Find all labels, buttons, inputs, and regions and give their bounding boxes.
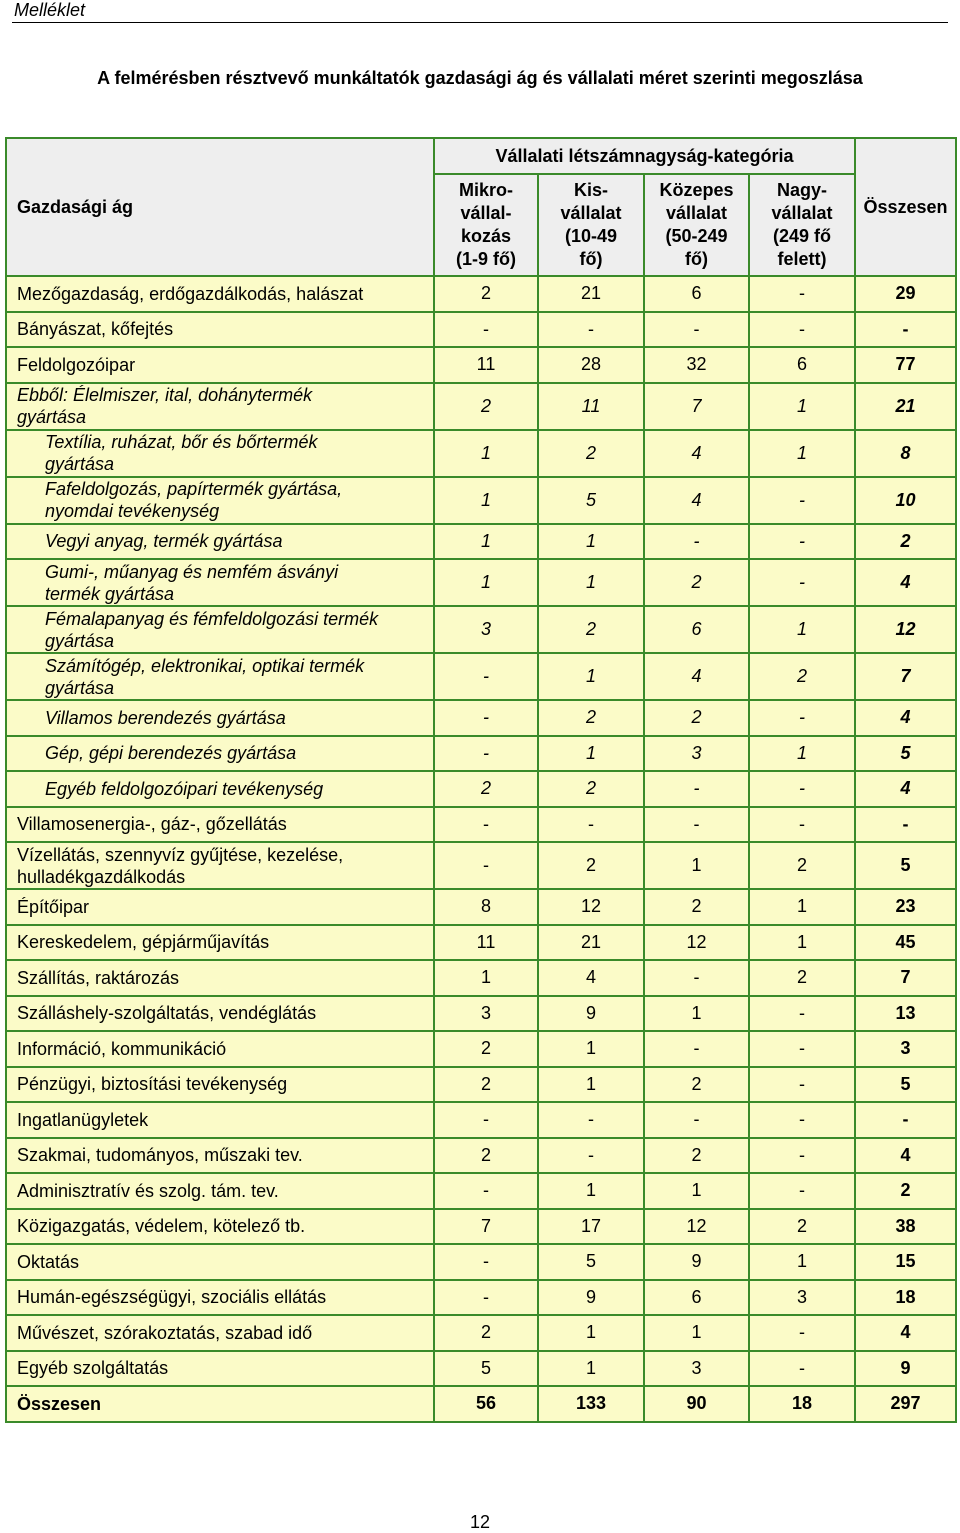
table-cell: 1 — [434, 524, 538, 560]
table-cell: - — [538, 1102, 644, 1138]
row-label: Építőipar — [6, 889, 434, 925]
table-row — [6, 700, 956, 736]
table-cell: 1 — [538, 1067, 644, 1103]
table-cell: 4 — [644, 477, 749, 524]
table-cell: 18 — [749, 1386, 855, 1422]
table-cell: 2 — [538, 700, 644, 736]
table-cell: 2 — [434, 383, 538, 430]
table-cell: 1 — [538, 1315, 644, 1351]
table-cell: - — [644, 807, 749, 843]
row-total: 297 — [855, 1386, 956, 1422]
table-cell: - — [749, 1102, 855, 1138]
row-total: 7 — [855, 653, 956, 700]
row-total: - — [855, 312, 956, 348]
table-cell: 9 — [538, 996, 644, 1032]
table-row — [6, 430, 956, 477]
table-cell: - — [749, 1138, 855, 1174]
row-total: 21 — [855, 383, 956, 430]
table-row — [6, 1031, 956, 1067]
table-cell: - — [644, 960, 749, 996]
table-cell: - — [749, 700, 855, 736]
table-cell: 3 — [749, 1280, 855, 1316]
row-label: Információ, kommunikáció — [6, 1031, 434, 1067]
column-header-sector: Gazdasági ág — [6, 138, 434, 276]
row-total: - — [855, 807, 956, 843]
table-cell: 8 — [434, 889, 538, 925]
distribution-table — [5, 137, 957, 1423]
table-cell: - — [749, 1351, 855, 1387]
table-cell: 5 — [434, 1351, 538, 1387]
table-cell: 5 — [538, 1244, 644, 1280]
row-total: 4 — [855, 1138, 956, 1174]
table-cell: 3 — [434, 606, 538, 653]
row-total: 77 — [855, 347, 956, 383]
table-cell: 1 — [749, 383, 855, 430]
row-label: Kereskedelem, gépjárműjavítás — [6, 925, 434, 961]
table-cell: 11 — [538, 383, 644, 430]
table-cell: - — [434, 736, 538, 772]
table-cell: 32 — [644, 347, 749, 383]
page-header-label: Melléklet — [14, 0, 86, 20]
row-label: Fafeldolgozás, papírtermék gyártása, nyomdai tevékenység — [6, 477, 434, 524]
table-cell: 1 — [434, 477, 538, 524]
table-row — [6, 842, 956, 889]
table-cell: 6 — [644, 276, 749, 312]
row-total: 4 — [855, 700, 956, 736]
table-cell: 1 — [644, 1315, 749, 1351]
table-cell: - — [749, 524, 855, 560]
table-cell: - — [434, 312, 538, 348]
row-label: Gumi-, műanyag és nemfém ásványi termék gyártása — [6, 559, 434, 606]
table-cell: 2 — [538, 842, 644, 889]
table-cell: 133 — [538, 1386, 644, 1422]
row-label: Ebből: Élelmiszer, ital, dohánytermék gyártása — [6, 383, 434, 430]
table-cell: 2 — [434, 276, 538, 312]
table-cell: 1 — [538, 559, 644, 606]
table-cell: - — [749, 807, 855, 843]
table-cell: - — [434, 1173, 538, 1209]
table-cell: 2 — [749, 1209, 855, 1245]
table-row — [6, 1315, 956, 1351]
table-cell: 1 — [749, 925, 855, 961]
table-cell: 2 — [434, 1315, 538, 1351]
table-cell: 4 — [538, 960, 644, 996]
table-cell: 2 — [644, 1138, 749, 1174]
row-label: Adminisztratív és szolg. tám. tev. — [6, 1173, 434, 1209]
table-cell: 1 — [538, 1351, 644, 1387]
row-label: Bányászat, kőfejtés — [6, 312, 434, 348]
table-cell: 2 — [538, 430, 644, 477]
table-row — [6, 276, 956, 312]
table-cell: - — [434, 1280, 538, 1316]
row-label: Számítógép, elektronikai, optikai termék gyártása — [6, 653, 434, 700]
row-label: Szálláshely-szolgáltatás, vendéglátás — [6, 996, 434, 1032]
row-total: 5 — [855, 842, 956, 889]
table-cell: 11 — [434, 347, 538, 383]
table-cell: 1 — [644, 1173, 749, 1209]
table-cell: 1 — [749, 889, 855, 925]
row-total: 23 — [855, 889, 956, 925]
table-cell: - — [749, 1067, 855, 1103]
table-row — [6, 1209, 956, 1245]
table-cell: 28 — [538, 347, 644, 383]
table-cell: 2 — [538, 606, 644, 653]
table-cell: 2 — [644, 1067, 749, 1103]
column-header-total: Összesen — [855, 138, 956, 276]
table-cell: - — [434, 1244, 538, 1280]
table-cell: 3 — [644, 1351, 749, 1387]
page-number: 12 — [469, 1512, 491, 1532]
table-row — [6, 1386, 956, 1422]
table-cell: 6 — [749, 347, 855, 383]
row-total: 4 — [855, 771, 956, 807]
row-label: Ingatlanügyletek — [6, 1102, 434, 1138]
row-label: Villamosenergia-, gáz-, gőzellátás — [6, 807, 434, 843]
table-cell: 2 — [644, 559, 749, 606]
table-cell: 2 — [434, 1138, 538, 1174]
column-header-size-category: Vállalati létszámnagyság-kategória — [434, 138, 855, 174]
row-label: Oktatás — [6, 1244, 434, 1280]
table-cell: 3 — [644, 736, 749, 772]
table-cell: 4 — [644, 430, 749, 477]
row-label: Mezőgazdaság, erdőgazdálkodás, halászat — [6, 276, 434, 312]
table-cell: 1 — [538, 524, 644, 560]
table-cell: - — [538, 807, 644, 843]
header-row-category — [6, 138, 956, 174]
table-cell: 1 — [538, 1031, 644, 1067]
table-row — [6, 1244, 956, 1280]
table-cell: 1 — [644, 996, 749, 1032]
row-label: Fémalapanyag és fémfeldolgozási termék gyártása — [6, 606, 434, 653]
table-cell: - — [749, 559, 855, 606]
table-cell: 2 — [644, 889, 749, 925]
row-total: 8 — [855, 430, 956, 477]
column-header-small: Kis- vállalat (10-49 fő) — [538, 174, 644, 276]
row-label: Feldolgozóipar — [6, 347, 434, 383]
row-label: Szakmai, tudományos, műszaki tev. — [6, 1138, 434, 1174]
table-cell: 7 — [434, 1209, 538, 1245]
row-label: Vízellátás, szennyvíz gyűjtése, kezelése, hulladékgazdálkodás — [6, 842, 434, 889]
row-total: 45 — [855, 925, 956, 961]
table-cell: - — [749, 1031, 855, 1067]
row-label: Villamos berendezés gyártása — [6, 700, 434, 736]
table-cell: - — [434, 700, 538, 736]
table-cell: 2 — [749, 653, 855, 700]
table-row — [6, 996, 956, 1032]
row-label: Művészet, szórakoztatás, szabad idő — [6, 1315, 434, 1351]
table-cell: - — [749, 276, 855, 312]
table-cell: 2 — [538, 771, 644, 807]
table-cell: 2 — [749, 960, 855, 996]
table-cell: 1 — [749, 1244, 855, 1280]
row-total: 2 — [855, 1173, 956, 1209]
row-label: Egyéb feldolgozóipari tevékenység — [6, 771, 434, 807]
table-cell: 90 — [644, 1386, 749, 1422]
row-total: 4 — [855, 1315, 956, 1351]
table-cell: - — [434, 842, 538, 889]
table-cell: - — [434, 653, 538, 700]
table-cell: - — [644, 1031, 749, 1067]
table-row — [6, 347, 956, 383]
table-cell: - — [644, 1102, 749, 1138]
table-cell: - — [749, 1315, 855, 1351]
table-cell: - — [749, 996, 855, 1032]
row-label: Humán-egészségügyi, szociális ellátás — [6, 1280, 434, 1316]
table-cell: 12 — [538, 889, 644, 925]
table-cell: 1 — [434, 430, 538, 477]
table-cell: 6 — [644, 606, 749, 653]
row-total: 5 — [855, 1067, 956, 1103]
table-row — [6, 925, 956, 961]
row-total: 2 — [855, 524, 956, 560]
column-header-micro: Mikro- vállal- kozás (1-9 fő) — [434, 174, 538, 276]
row-total: - — [855, 1102, 956, 1138]
row-total: 7 — [855, 960, 956, 996]
row-label: Vegyi anyag, termék gyártása — [6, 524, 434, 560]
table-cell: 17 — [538, 1209, 644, 1245]
table-row — [6, 606, 956, 653]
row-label: Pénzügyi, biztosítási tevékenység — [6, 1067, 434, 1103]
table-cell: - — [644, 312, 749, 348]
table-cell: 1 — [538, 1173, 644, 1209]
table-row — [6, 1102, 956, 1138]
row-total: 13 — [855, 996, 956, 1032]
table-row — [6, 477, 956, 524]
table-row — [6, 807, 956, 843]
table-cell: 1 — [434, 960, 538, 996]
table-row — [6, 524, 956, 560]
table-row — [6, 1067, 956, 1103]
table-row — [6, 653, 956, 700]
table-cell: 12 — [644, 1209, 749, 1245]
table-cell: 3 — [434, 996, 538, 1032]
table-cell: 6 — [644, 1280, 749, 1316]
table-cell: - — [434, 807, 538, 843]
row-total: 29 — [855, 276, 956, 312]
row-label: Összesen — [6, 1386, 434, 1422]
row-total: 12 — [855, 606, 956, 653]
table-row — [6, 771, 956, 807]
table-cell: - — [538, 312, 644, 348]
table-row — [6, 312, 956, 348]
column-header-large: Nagy- vállalat (249 fő felett) — [749, 174, 855, 276]
table-row — [6, 1173, 956, 1209]
row-total: 38 — [855, 1209, 956, 1245]
table-cell: - — [749, 312, 855, 348]
table-cell: 9 — [644, 1244, 749, 1280]
table-cell: 9 — [538, 1280, 644, 1316]
table-cell: 1 — [538, 653, 644, 700]
column-header-medium: Közepes vállalat (50-249 fő) — [644, 174, 749, 276]
row-label: Gép, gépi berendezés gyártása — [6, 736, 434, 772]
row-label: Közigazgatás, védelem, kötelező tb. — [6, 1209, 434, 1245]
table-cell: - — [749, 771, 855, 807]
table-row — [6, 736, 956, 772]
row-total: 10 — [855, 477, 956, 524]
table-row — [6, 383, 956, 430]
row-total: 4 — [855, 559, 956, 606]
table-cell: 1 — [749, 606, 855, 653]
table-row — [6, 1280, 956, 1316]
table-cell: 2 — [434, 1067, 538, 1103]
row-total: 3 — [855, 1031, 956, 1067]
table-cell: - — [644, 524, 749, 560]
table-row — [6, 559, 956, 606]
row-total: 18 — [855, 1280, 956, 1316]
header-rule — [12, 22, 948, 23]
table-cell: 2 — [749, 842, 855, 889]
table-cell: 5 — [538, 477, 644, 524]
table-cell: 56 — [434, 1386, 538, 1422]
table-cell: - — [749, 477, 855, 524]
table-cell: 2 — [434, 1031, 538, 1067]
table-cell: 2 — [434, 771, 538, 807]
table-cell: - — [749, 1173, 855, 1209]
row-total: 5 — [855, 736, 956, 772]
row-total: 9 — [855, 1351, 956, 1387]
table-cell: 21 — [538, 276, 644, 312]
table-row — [6, 889, 956, 925]
table-row — [6, 1351, 956, 1387]
table-cell: 4 — [644, 653, 749, 700]
table-cell: 21 — [538, 925, 644, 961]
table-cell: - — [434, 1102, 538, 1138]
table-cell: 11 — [434, 925, 538, 961]
table-cell: 1 — [749, 430, 855, 477]
table-cell: 2 — [644, 700, 749, 736]
table-cell: 7 — [644, 383, 749, 430]
table-cell: 1 — [538, 736, 644, 772]
table-cell: - — [644, 771, 749, 807]
table-cell: 12 — [644, 925, 749, 961]
row-total: 15 — [855, 1244, 956, 1280]
table-cell: - — [538, 1138, 644, 1174]
table-cell: 1 — [434, 559, 538, 606]
page-title: A felmérésben résztvevő munkáltatók gazdasági ág és vállalati méret szerinti megoszlása — [97, 68, 863, 88]
row-label: Egyéb szolgáltatás — [6, 1351, 434, 1387]
row-label: Szállítás, raktározás — [6, 960, 434, 996]
table-row — [6, 960, 956, 996]
table-cell: 1 — [749, 736, 855, 772]
table-row — [6, 1138, 956, 1174]
row-label: Textília, ruházat, bőr és bőrtermék gyártása — [6, 430, 434, 477]
table-cell: 1 — [644, 842, 749, 889]
